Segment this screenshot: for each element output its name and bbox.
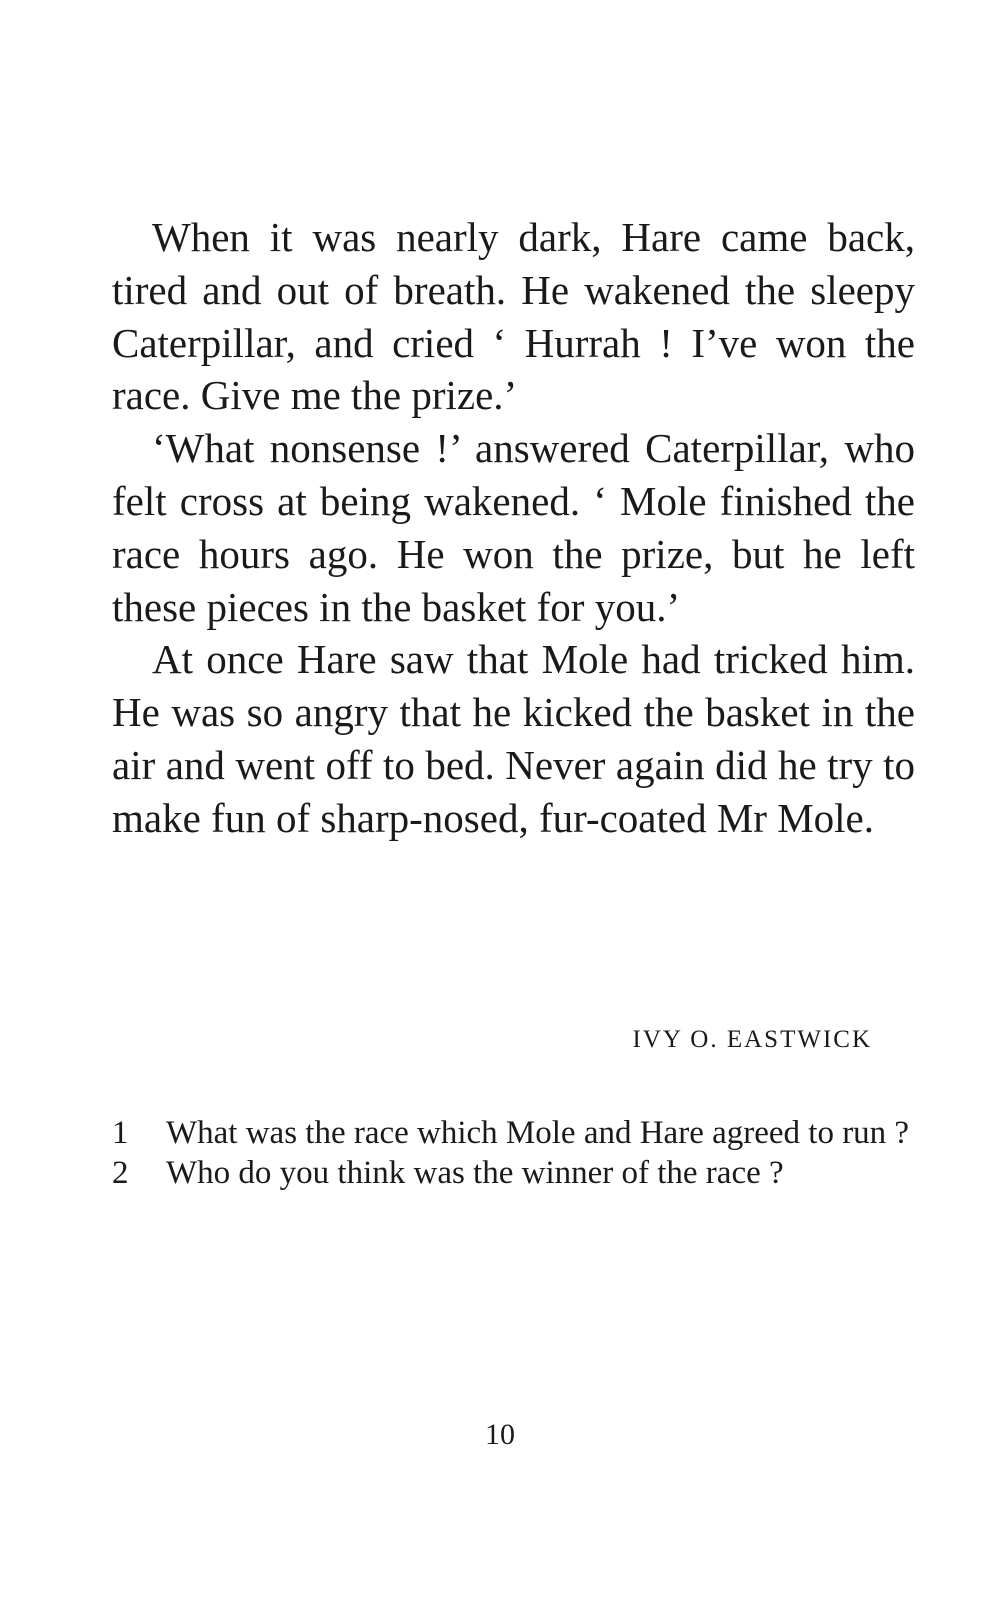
question-list: [112, 1113, 915, 1193]
story-text: [112, 211, 915, 845]
question-number: 2: [112, 1155, 129, 1191]
paragraph-3: At once Hare saw that Mole had tricked him. He was so angry that he kicked the basket in the air and went off to bed. Never again did he try to make fun of sharp-nosed, fur-coated Mr Mole.: [112, 636, 915, 841]
question-item: [112, 1153, 915, 1193]
question-text: Who do you think was the winner of the race ?: [166, 1155, 784, 1191]
paragraph-1: When it was nearly dark, Hare came back, tired and out of breath. He wakened the sleepy Caterpillar, and cried ‘ Hurrah ! I’ve won the race. Give me the prize.’: [112, 214, 915, 419]
author-credit: IVY O. EASTWICK: [632, 1026, 872, 1053]
question-number: 1: [112, 1115, 129, 1151]
question-text: What was the race which Mole and Hare agreed to run ?: [166, 1115, 910, 1151]
paragraph-2: ‘What nonsense !’ answered Caterpillar, who felt cross at being wakened. ‘ Mole finished the race hours ago. He won the prize, but he left these pieces in the basket for you.’: [112, 425, 915, 630]
page-number: 10: [485, 1418, 515, 1451]
question-item: [112, 1113, 915, 1153]
